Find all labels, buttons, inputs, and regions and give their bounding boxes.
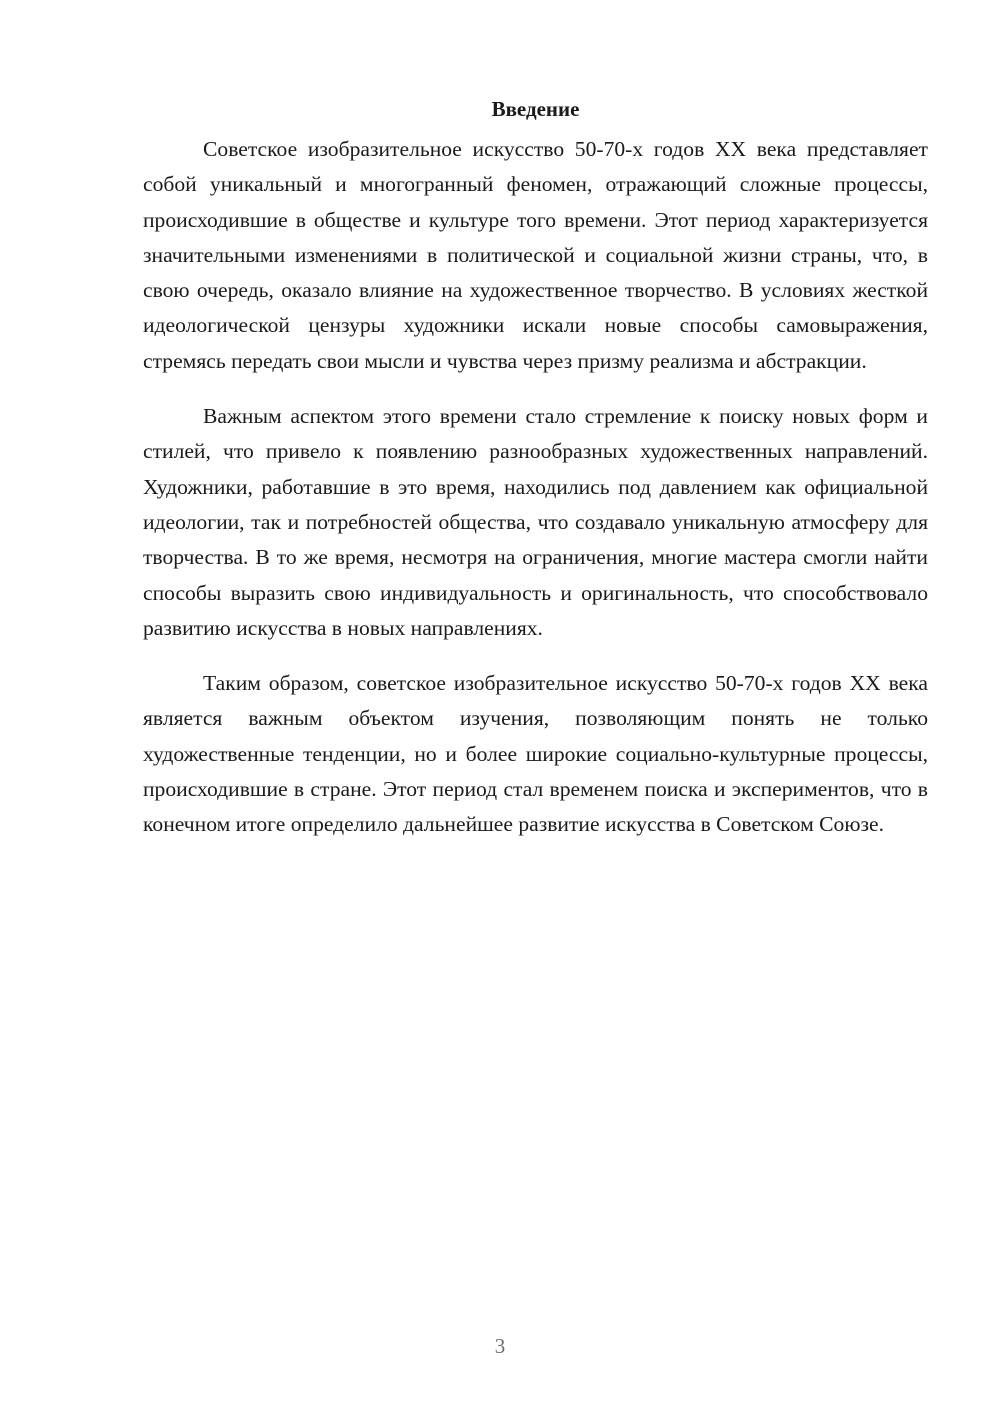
paragraph-2: Важным аспектом этого времени стало стремление к поиску новых форм и стилей, что привело к появлению разнообразных художественных направлений. Художники, работавшие в это время, находились под давлением как официальной идеологии, так и потребностей общества, что создавало уникальную атмосферу для творчества. В то же время, несмотря на ограничения, многие мастера смогли найти способы выразить свою индивидуальность и оригинальность, что способствовало развитию искусства в новых направлениях. <box>143 404 928 640</box>
paragraph-1: Советское изобразительное искусство 50-70-х годов XX века представляет собой уникальный и многогранный феномен, отражающий сложные процессы, происходившие в обществе и культуре того времени. Этот период характеризуется значительными изменениями в политической и социальной жизни страны, что, в свою очередь, оказало влияние на художественное творчество. В условиях жесткой идеологической цензуры художники искали новые способы самовыражения, стремясь передать свои мысли и чувства через призму реализма и абстракции. <box>143 137 928 373</box>
paragraph-3: Таким образом, советское изобразительное искусство 50-70-х годов XX века является важным объектом изучения, позволяющим понять не только художественные тенденции, но и более широкие социально-культурные процессы, происходившие в стране. Этот период стал временем поиска и экспериментов, что в конечном итоге определило дальнейшее развитие искусства в Советском Союзе. <box>143 671 928 837</box>
section-title: Введение <box>491 97 580 121</box>
page-content <box>143 92 928 863</box>
page-number: 3 <box>494 1334 506 1358</box>
